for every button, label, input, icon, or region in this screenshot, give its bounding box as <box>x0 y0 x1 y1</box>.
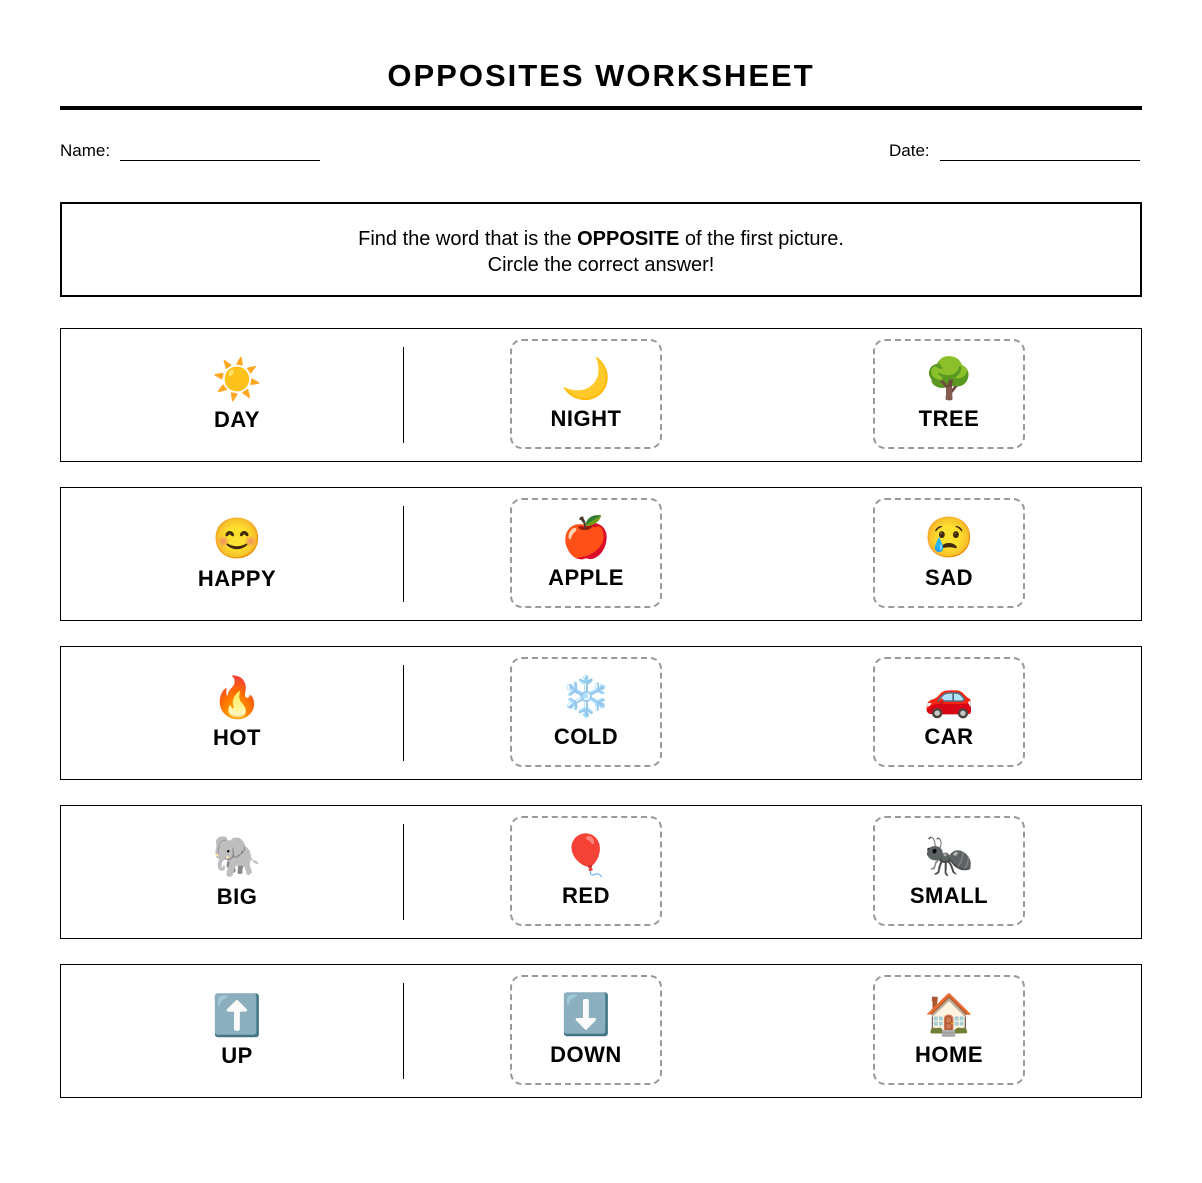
prompt-word: DAY <box>214 407 260 432</box>
instruction-line-2: Circle the correct answer! <box>487 254 715 276</box>
car-icon: 🚗 <box>924 675 974 719</box>
answer-option[interactable] <box>510 339 662 449</box>
sun-icon: ☀️ <box>212 358 262 402</box>
elephant-icon: 🐘 <box>212 835 262 879</box>
row-divider <box>403 824 404 920</box>
instruction-text: of the first picture. <box>679 228 844 250</box>
prompt-picture <box>61 806 413 938</box>
question-row <box>60 805 1142 939</box>
crying-face-icon: 😢 <box>924 516 974 560</box>
date-label: Date: <box>889 141 930 160</box>
prompt-word: UP <box>221 1043 253 1068</box>
name-label: Name: <box>60 141 111 160</box>
answer-option[interactable] <box>873 657 1025 767</box>
up-arrow-icon: ⬆️ <box>212 994 262 1038</box>
smiling-face-icon: 😊 <box>212 517 262 561</box>
answer-word: HOME <box>915 1042 983 1067</box>
house-icon: 🏠 <box>924 993 974 1037</box>
date-field <box>889 141 1140 161</box>
name-field <box>60 141 320 161</box>
prompt-word: HAPPY <box>197 566 277 591</box>
answer-option[interactable] <box>510 975 662 1085</box>
answer-word: TREE <box>918 406 980 431</box>
row-divider <box>403 665 404 761</box>
answer-word: NIGHT <box>550 406 622 431</box>
prompt-word: HOT <box>213 725 261 750</box>
date-blank-line[interactable] <box>940 141 1140 161</box>
row-divider <box>403 347 404 443</box>
name-blank-line[interactable] <box>120 141 320 161</box>
answer-word: COLD <box>553 724 619 749</box>
answer-option[interactable] <box>873 339 1025 449</box>
answer-option[interactable] <box>510 657 662 767</box>
prompt-picture <box>61 488 413 620</box>
row-divider <box>403 506 404 602</box>
answer-word: RED <box>562 883 610 908</box>
instruction-emphasis: OPPOSITE <box>577 228 680 250</box>
prompt-word: BIG <box>216 884 258 909</box>
answer-option[interactable] <box>510 498 662 608</box>
worksheet-title: OPPOSITES WORKSHEET <box>387 58 815 93</box>
answer-word: SMALL <box>909 883 989 908</box>
question-row <box>60 328 1142 462</box>
apple-icon: 🍎 <box>561 516 611 560</box>
prompt-picture <box>61 647 413 779</box>
answer-option[interactable] <box>873 975 1025 1085</box>
snowflake-icon: ❄️ <box>561 675 611 719</box>
answer-option[interactable] <box>510 816 662 926</box>
answer-word: SAD <box>925 565 973 590</box>
instruction-text: Find the word that is the <box>358 228 578 250</box>
instruction-line-1 <box>62 226 1140 252</box>
question-row <box>60 964 1142 1098</box>
tree-icon: 🌳 <box>924 357 974 401</box>
answer-option[interactable] <box>873 498 1025 608</box>
question-row <box>60 487 1142 621</box>
down-arrow-icon: ⬇️ <box>561 993 611 1037</box>
balloon-icon: 🎈 <box>561 834 611 878</box>
question-row <box>60 646 1142 780</box>
answer-word: APPLE <box>548 565 624 590</box>
answer-word: CAR <box>924 724 974 749</box>
answer-option[interactable] <box>873 816 1025 926</box>
prompt-picture <box>61 965 413 1097</box>
title-divider <box>60 106 1142 110</box>
prompt-picture <box>61 329 413 461</box>
ant-icon: 🐜 <box>924 834 974 878</box>
fire-icon: 🔥 <box>212 676 262 720</box>
crescent-moon-icon: 🌙 <box>561 357 611 401</box>
instructions-box <box>60 202 1142 297</box>
row-divider <box>403 983 404 1079</box>
answer-word: DOWN <box>550 1042 622 1067</box>
